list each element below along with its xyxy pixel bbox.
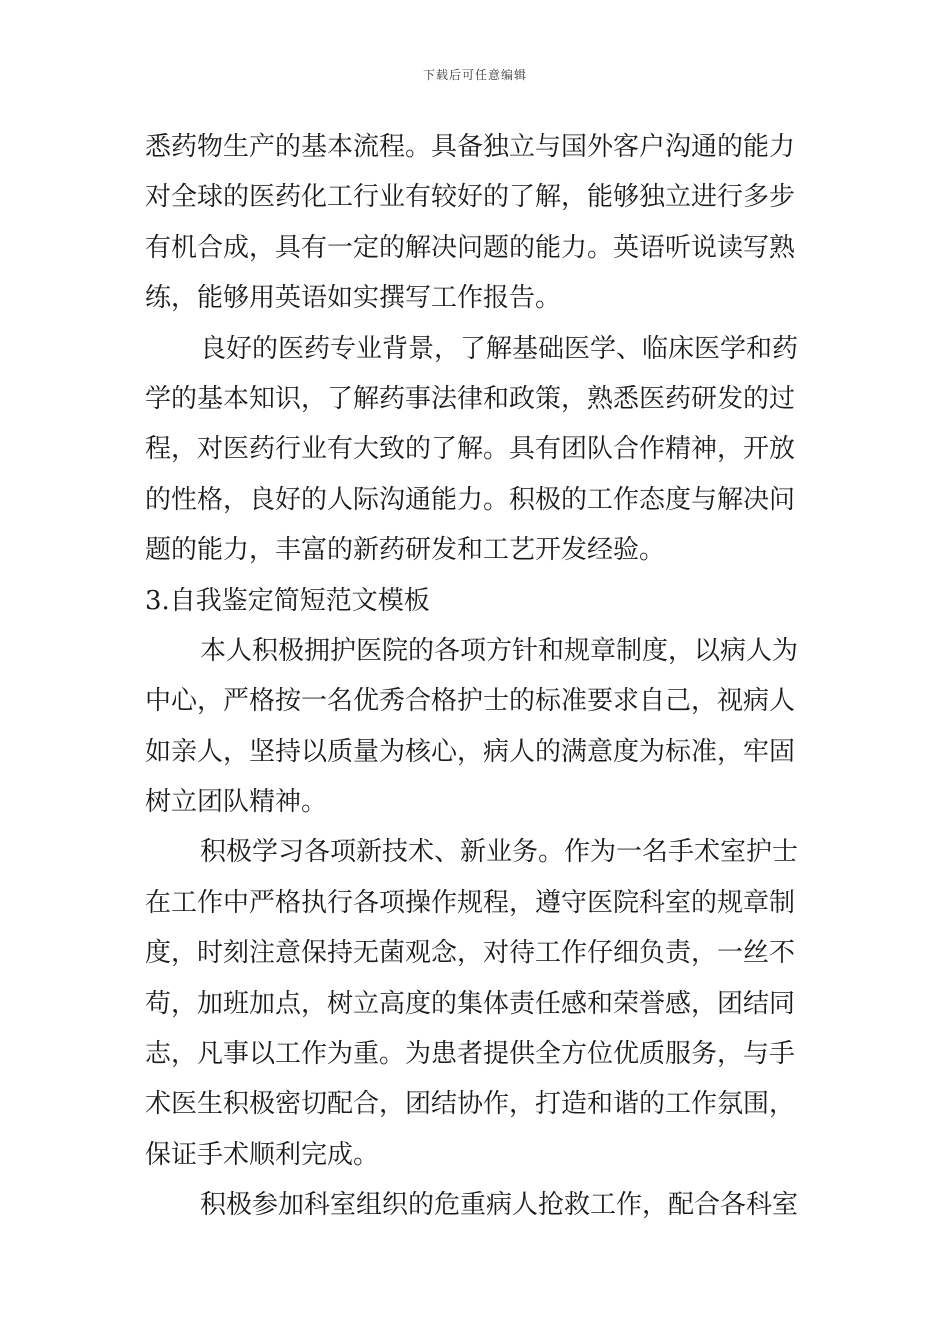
section-heading: 3.自我鉴定简短范文模板 bbox=[145, 585, 430, 616]
text-line: 在工作中严格执行各项操作规程，遵守医院科室的规章制 bbox=[145, 887, 796, 918]
text-line: 对全球的医药化工行业有较好的了解，能够独立进行多步 bbox=[145, 182, 796, 213]
page-header: 下载后可任意编辑 bbox=[422, 68, 527, 82]
text-line: 志，凡事以工作为重。为患者提供全方位优质服务，与手 bbox=[145, 1039, 796, 1070]
text-line: 积极学习各项新技术、新业务。作为一名手术室护士 bbox=[200, 837, 799, 868]
text-line: 术医生积极密切配合，团结协作，打造和谐的工作氛围， bbox=[145, 1089, 796, 1120]
text-line: 练，能够用英语如实撰写工作报告。 bbox=[145, 283, 562, 314]
text-line: 的性格，良好的人际沟通能力。积极的工作态度与解决问 bbox=[145, 484, 796, 515]
text-line: 悉药物生产的基本流程。具备独立与国外客户沟通的能力 bbox=[145, 132, 796, 162]
text-line: 程，对医药行业有大致的了解。具有团队合作精神，开放 bbox=[145, 434, 796, 465]
text-line: 树立团队精神。 bbox=[145, 787, 328, 818]
text-line: 苟，加班加点，树立高度的集体责任感和荣誉感，团结同 bbox=[145, 988, 796, 1019]
text-line: 有机合成，具有一定的解决问题的能力。英语听说读写熟 bbox=[145, 232, 796, 263]
text-line: 中心，严格按一名优秀合格护士的标准要求自己，视病人 bbox=[145, 686, 796, 717]
document-body bbox=[145, 122, 809, 1231]
text-line: 保证手术顺利完成。 bbox=[145, 1139, 380, 1170]
text-line: 学的基本知识，了解药事法律和政策，熟悉医药研发的过 bbox=[145, 383, 796, 414]
text-line: 本人积极拥护医院的各项方针和规章制度，以病人为 bbox=[200, 635, 799, 666]
text-line: 如亲人，坚持以质量为核心，病人的满意度为标准，牢固 bbox=[145, 736, 796, 767]
text-line: 度，时刻注意保持无菌观念，对待工作仔细负责，一丝不 bbox=[145, 938, 796, 969]
text-line: 良好的医药专业背景，了解基础医学、临床医学和药 bbox=[200, 333, 799, 364]
text-line: 题的能力，丰富的新药研发和工艺开发经验。 bbox=[145, 535, 666, 566]
text-line: 积极参加科室组织的危重病人抢救工作，配合各科室 bbox=[200, 1190, 799, 1221]
